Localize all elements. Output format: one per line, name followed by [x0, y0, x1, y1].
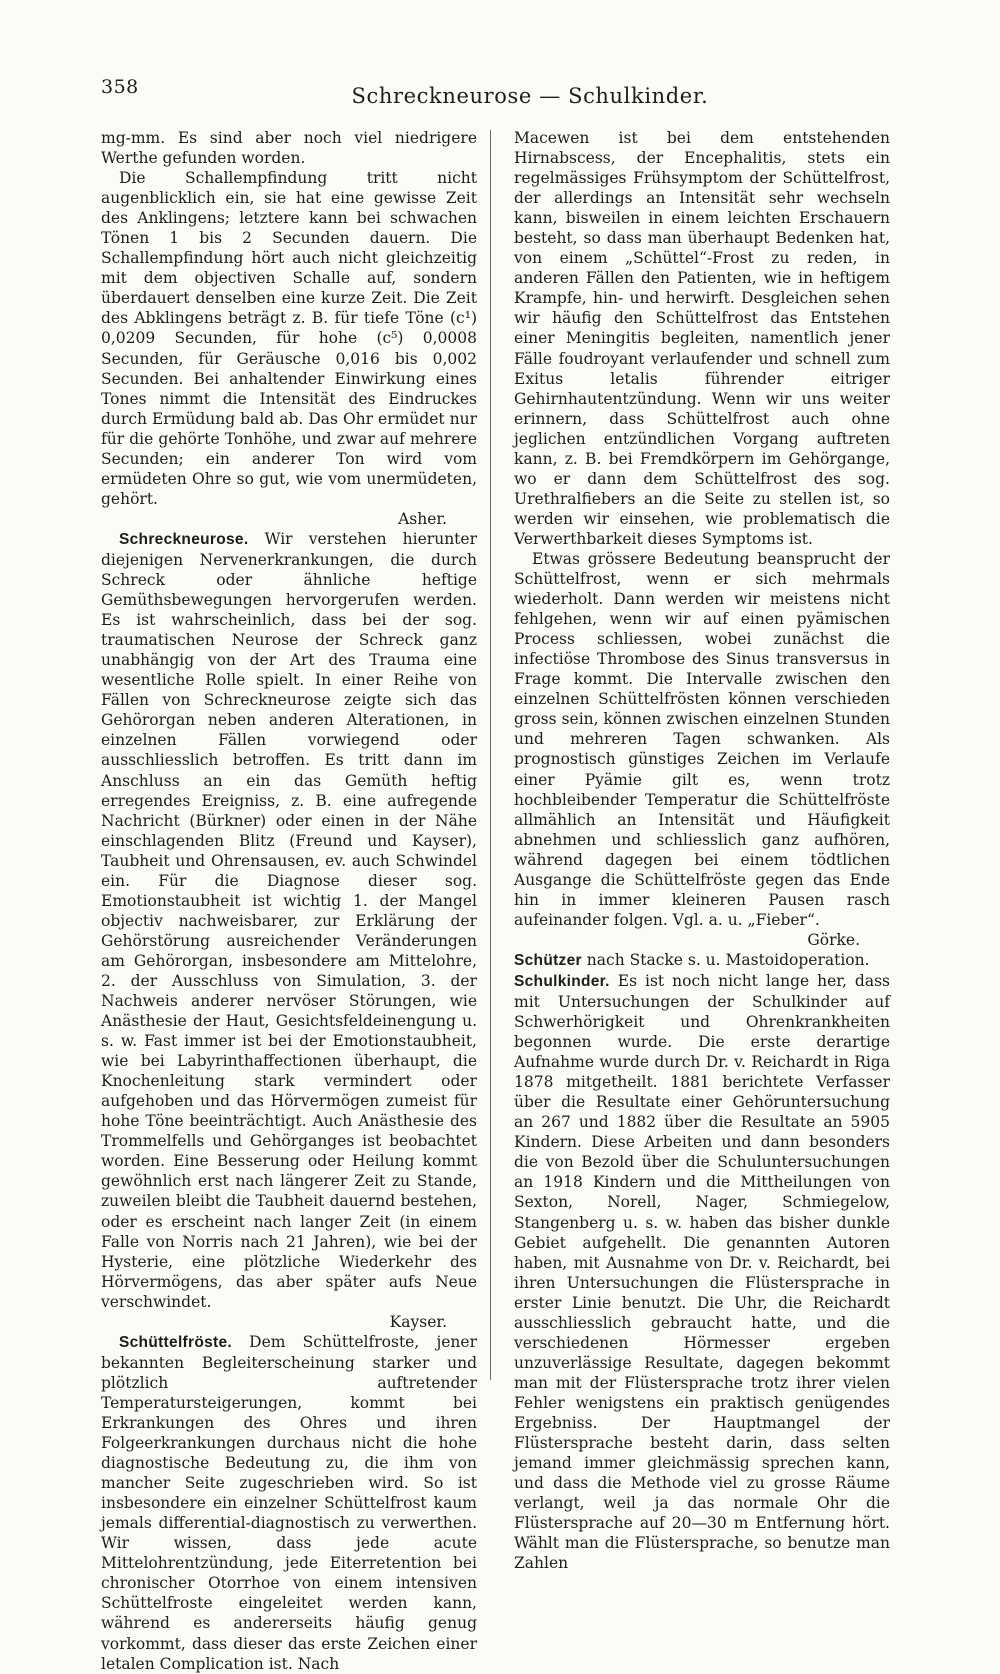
entry-text: Es ist noch nicht lange her, dass mit Untersuchungen der Schulkinder auf Schwerhörigkeit und Ohrenkrankheiten begonnen wurde. Die erste derartige Aufnahme wurde durch Dr. v. Reichardt in Riga 1878 mitgetheilt. 1881 berichtete Verfasser über die Resultate einer Gehöruntersuchung an 267 und 1882 über die Resultate an 5905 Kindern. Diese Arbeiten und dann besonders die von Bezold über die Schuluntersuchungen an 1918 Kindern und die Mittheilungen von Sexton, Norell, Nager, Schmiegelow, Stangenberg u. s. w. haben das bisher dunkle Gebiet aufgehellt. Die genannten Autoren haben, mit Ausnahme von Dr. v. Reichardt, bei ihren Untersuchungen die Flüstersprache in erster Linie benutzt. Die Uhr, die Reichardt ausschliesslich gebraucht hatte, und die verschiedenen Hörmesser ergeben unzuverlässige Resultate, dagegen bekommt man mit der Flüstersprache trotz ihrer vielen Fehler wenigstens ein praktisch genügendes Ergebniss. Der Hauptmangel der Flüstersprache besteht darin, dass selten jemand immer gleichmässig sprechen kann, und dass die Methode viel zu grosse Räume verlangt, weil ja das normale Ohr die Flüstersprache auf 20—30 m Entfernung hört. Wählt man die Flüstersprache, so benutze man Zahlen: [514, 971, 890, 1573]
entry-text: nach Stacke s. u. Mastoidoperation.: [581, 950, 870, 969]
paragraph: Macewen ist bei dem entstehenden Hirnabscess, der Encephalitis, stets ein regelmässiges Frühsymptom der Schüttelfrost, der allerdings an Intensität sehr wechseln kann, bisweilen in einem leichten Erschauern besteht, so dass man überhaupt Bedenken hat, von einem „Schüttel“-Frost zu reden, in anderen Fällen den Patienten, wie in heftigem Krampfe, hin- und herwirft. Desgleichen sehen wir häufig den Schüttelfrost das Entstehen einer Meningitis begleiten, namentlich jener Fälle foudroyant verlaufender und schnell zum Exitus letalis führender eitriger Gehirnhautentzündung. Wenn wir uns weiter erinnern, dass Schüttelfrost auch ohne jeglichen entzündlichen Vorgang auftreten kann, z. B. bei Fremdkörpern im Gehörgange, wo er dann dem Schüttelfrost des sog. Urethralfiebers an die Seite zu stellen ist, so werden wir einsehen, wie problematisch die Verwerthbarkeit dieses Symptoms ist.: [514, 129, 890, 548]
paragraph: Etwas grössere Bedeutung beansprucht der Schüttelfrost, wenn er sich mehrmals wiederholt. Dann werden wir meistens nicht fehlgehen, wenn wir auf einen pyämischen Process schliessen, wobei zunächst die infectiöse Thrombose des Sinus transversus in Frage kommt. Die Intervalle zwischen den einzelnen Schüttelfrösten können verschieden gross sein, können zwischen einzelnen Stunden und mehreren Tagen schwanken. Als prognostisch günstiges Zeichen im Verlaufe einer Pyämie gilt es, wenn trotz hochbleibender Temperatur die Schüttelfröste allmählich an Intensität und Häufigkeit abnehmen und schliesslich ganz aufhören, während dagegen bei einem tödtlichen Ausgange die Schüttelfröste gegen das Ende hin in immer kleineren Pausen rasch aufeinander folgen. Vgl. a. u. „Fieber“.: [514, 549, 890, 929]
paragraph: mg-mm. Es sind aber noch viel niedrigere Werthe gefunden worden.: [101, 129, 477, 168]
right-column: [514, 128, 890, 1573]
running-title: Schreckneurose — Schulkinder.: [351, 84, 709, 108]
author-signature: Asher.: [398, 509, 447, 528]
entry-text: Wir verstehen hierunter diejenigen Nervenerkrankungen, die durch Schreck oder ähnliche heftige Gemüthsbewegungen hervorgerufen werden. Es ist wahrscheinlich, dass bei der sog. traumatischen Neurose der Schreck ganz unabhängig von der Art des Trauma eine wesentliche Rolle spielt. In einer Reihe von Fällen von Schreckneurose zeigte sich das Gehörorgan neben anderen Alterationen, in einzelnen Fällen vorwiegend oder ausschliesslich betroffen. Es tritt dann im Anschluss an ein das Gemüth heftig erregendes Ereigniss, z. B. eine aufregende Nachricht (Bürkner) oder einen in der Nähe einschlagenden Blitz (Freund und Kayser), Taubheit und Ohrensausen, ev. auch Schwindel ein. Für die Diagnose dieser sog. Emotionstaubheit ist wichtig 1. der Mangel objectiv nachweisbarer, zur Erklärung der Gehörstörung ausreichender Veränderungen am Gehörorgan, insbesondere am Mittelohre, 2. der Ausschluss von Simulation, 3. der Nachweis anderer nervöser Störungen, wie Anästhesie der Haut, Gesichtsfeldeinengung u. s. w. Fast immer ist bei der Emotionstaubheit, wie bei Labyrinthaffectionen überhaupt, die Knochenleitung stark vermindert oder aufgehoben und das Hörvermögen zumeist für hohe Töne beeinträchtigt. Auch Anästhesie des Trommelfells und Gehörganges ist beobachtet worden. Eine Besserung oder Heilung kommt gewöhnlich erst nach längerer Zeit zu Stande, zuweilen bleibt die Taubheit dauernd bestehen, oder es erscheint nach langer Zeit (in einem Falle von Norris nach 21 Jahren), wie bei der Hysterie, eine plötzliche Wiederkehr des Hörvermögens, das aber später aufs Neue verschwindet.: [101, 529, 477, 1311]
entry-keyword: Schreckneurose.: [119, 530, 249, 548]
entry-schreckneurose: [101, 529, 477, 1312]
entry-keyword: Schulkinder.: [514, 972, 610, 990]
page-number: 358: [101, 76, 139, 98]
left-column: [101, 128, 477, 1674]
entry-schuettelfroeste: [101, 1332, 477, 1674]
entry-keyword: Schüttelfröste.: [119, 1333, 233, 1351]
entry-schulkinder: [514, 971, 890, 1573]
author-signature: Kayser.: [389, 1312, 447, 1331]
column-divider: [490, 130, 491, 1380]
entry-schuetzer: [514, 950, 890, 971]
entry-text: Dem Schüttelfroste, jener bekannten Begleiterscheinung starker und plötzlich auftretender Temperatursteigerungen, kommt bei Erkrankungen des Ohres und ihren Folgeerkrankungen durchaus nicht die hohe diagnostische Bedeutung zu, die ihm von mancher Seite zugeschrieben wird. So ist insbesondere ein einzelner Schüttelfrost kaum jemals differential-diagnostisch zu verwerthen. Wir wissen, dass jede acute Mittelohrentzündung, jede Eiterretention bei chronischer Otorrhoe von einem intensiven Schüttelfroste eingeleitet werden kann, während es andererseits häufig genug vorkommt, dass dieser das erste Zeichen einer letalen Complication ist. Nach: [101, 1332, 477, 1673]
author-signature: Görke.: [807, 930, 860, 949]
paragraph: Die Schallempfindung tritt nicht augenblicklich ein, sie hat eine gewisse Zeit des Anklingens; letztere kann bei schwachen Tönen 1 bis 2 Secunden dauern. Die Schallempfindung hört auch nicht gleichzeitig mit dem objectiven Schalle auf, sondern überdauert denselben eine kurze Zeit. Die Zeit des Abklingens beträgt z. B. für tiefe Töne (c¹) 0,0209 Secunden, für hohe (c⁵) 0,0008 Secunden, für Geräusche 0,016 bis 0,002 Secunden. Bei anhaltender Einwirkung eines Tones nimmt die Intensität des Eindruckes durch Ermüdung bald ab. Das Ohr ermüdet nur für die gehörte Tonhöhe, und zwar auf mehrere Secunden; ein anderer Ton wird vom ermüdeten Ohre so gut, wie vom unermüdeten, gehört.: [101, 169, 477, 508]
entry-keyword: Schützer: [514, 951, 582, 969]
